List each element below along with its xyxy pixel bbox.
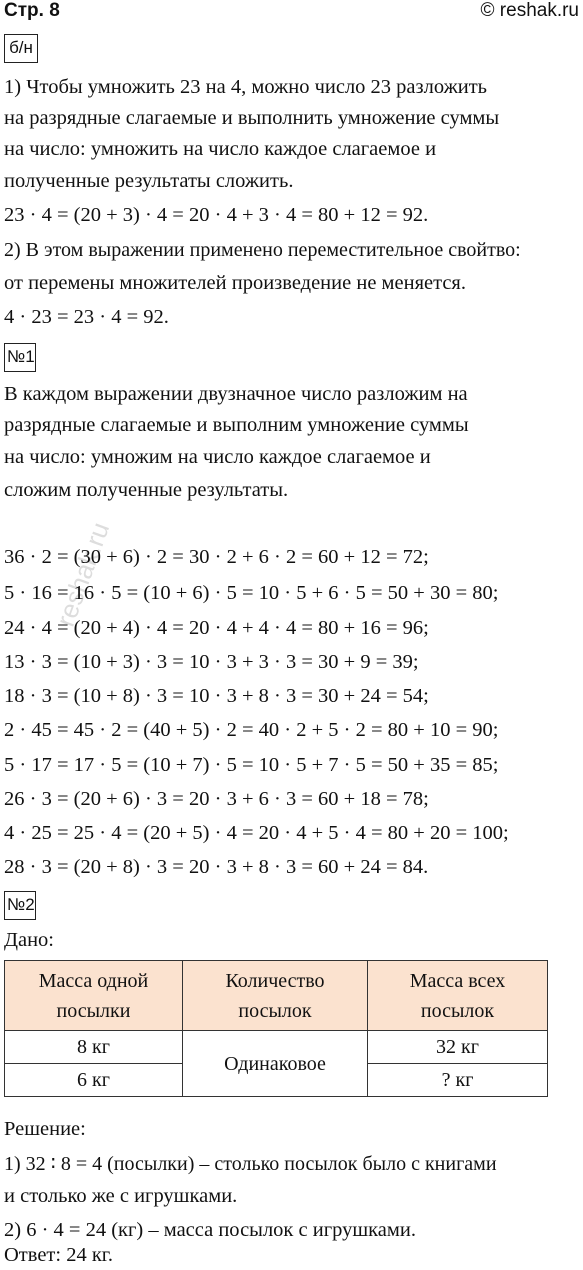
header-text: посылки (56, 999, 131, 1022)
table-header-cell (368, 961, 548, 1031)
given-label: Дано: (4, 929, 54, 951)
solution-label: Решение: (4, 1118, 86, 1140)
text-line: 1) 32 ∶ 8 = 4 (посылки) – столько посылок было с книгами (4, 1153, 497, 1175)
table-header-row (5, 961, 548, 1031)
page-header (0, 0, 583, 24)
equation-line: 23 · 4 = (20 + 3) · 4 = 20 · 4 + 3 · 4 = 80 + 12 = 92. (4, 204, 429, 226)
text-line: полученные результаты сложить. (4, 170, 294, 192)
section-badge-1: №1 (4, 343, 36, 372)
equation-line: 28 · 3 = (20 + 8) · 3 = 20 · 3 + 8 · 3 = 60 + 24 = 84. (4, 856, 429, 878)
page-number: Стр. 8 (4, 0, 60, 21)
given-table (4, 960, 548, 1097)
text-line: на число: умножить на число каждое слагаемое и (4, 138, 437, 160)
equation-line: 5 · 16 = 16 · 5 = (10 + 6) · 5 = 10 · 5 + 6 · 5 = 50 + 30 = 80; (4, 582, 499, 604)
table-cell: ? кг (368, 1064, 548, 1097)
text-line: разрядные слагаемые и выполним умножение суммы (4, 414, 469, 436)
text-line: 1) Чтобы умножить 23 на 4, можно число 23 разложить (4, 76, 488, 98)
header-text: Масса одной (38, 969, 149, 992)
equation-line: 36 · 2 = (30 + 6) · 2 = 30 · 2 + 6 · 2 = 60 + 12 = 72; (4, 546, 429, 568)
text-line: сложим полученные результаты. (4, 479, 289, 501)
header-text: Количество (225, 969, 325, 992)
equation-line: 18 · 3 = (10 + 8) · 3 = 10 · 3 + 8 · 3 = 30 + 24 = 54; (4, 685, 429, 707)
table-header-cell (183, 961, 368, 1031)
text-line: на число: умножим на число каждое слагаемое и (4, 446, 431, 468)
answer-line: Ответ: 24 кг. (4, 1244, 114, 1266)
table-cell-merged: Одинаковое (183, 1031, 368, 1097)
section-badge-bn: б/н (4, 34, 38, 63)
table-cell: 32 кг (368, 1031, 548, 1064)
header-text: Масса всех (409, 969, 506, 992)
table-cell: 8 кг (5, 1031, 183, 1064)
text-line: от перемены множителей произведение не меняется. (4, 272, 466, 294)
section-badge-2: №2 (4, 891, 36, 920)
site-credit: © reshak.ru (480, 0, 579, 21)
header-text: посылок (420, 999, 495, 1022)
equation-line: 24 · 4 = (20 + 4) · 4 = 20 · 4 + 4 · 4 = 80 + 16 = 96; (4, 617, 429, 639)
table-row (5, 1031, 548, 1064)
text-line: на разрядные слагаемые и выполнить умножение суммы (4, 107, 500, 129)
header-text: посылок (238, 999, 312, 1022)
text-line: 2) В этом выражении применено переместительное свойтво: (4, 239, 521, 261)
equation-line: 4 · 23 = 23 · 4 = 92. (4, 306, 169, 328)
equation-line: 26 · 3 = (20 + 6) · 3 = 20 · 3 + 6 · 3 = 60 + 18 = 78; (4, 788, 429, 810)
equation-line: 2 · 45 = 45 · 2 = (40 + 5) · 2 = 40 · 2 + 5 · 2 = 80 + 10 = 90; (4, 719, 499, 741)
text-line: 2) 6 · 4 = 24 (кг) – масса посылок с игрушками. (4, 1219, 416, 1241)
text-line: В каждом выражении двузначное число разложим на (4, 383, 468, 405)
table-header-cell (5, 961, 183, 1031)
text-line: и столько же с игрушками. (4, 1185, 238, 1207)
table-cell: 6 кг (5, 1064, 183, 1097)
equation-line: 13 · 3 = (10 + 3) · 3 = 10 · 3 + 3 · 3 = 30 + 9 = 39; (4, 651, 419, 673)
equation-line: 5 · 17 = 17 · 5 = (10 + 7) · 5 = 10 · 5 + 7 · 5 = 50 + 35 = 85; (4, 754, 499, 776)
watermark: reshak.ru (50, 518, 116, 631)
equation-line: 4 · 25 = 25 · 4 = (20 + 5) · 4 = 20 · 4 + 5 · 4 = 80 + 20 = 100; (4, 822, 509, 844)
